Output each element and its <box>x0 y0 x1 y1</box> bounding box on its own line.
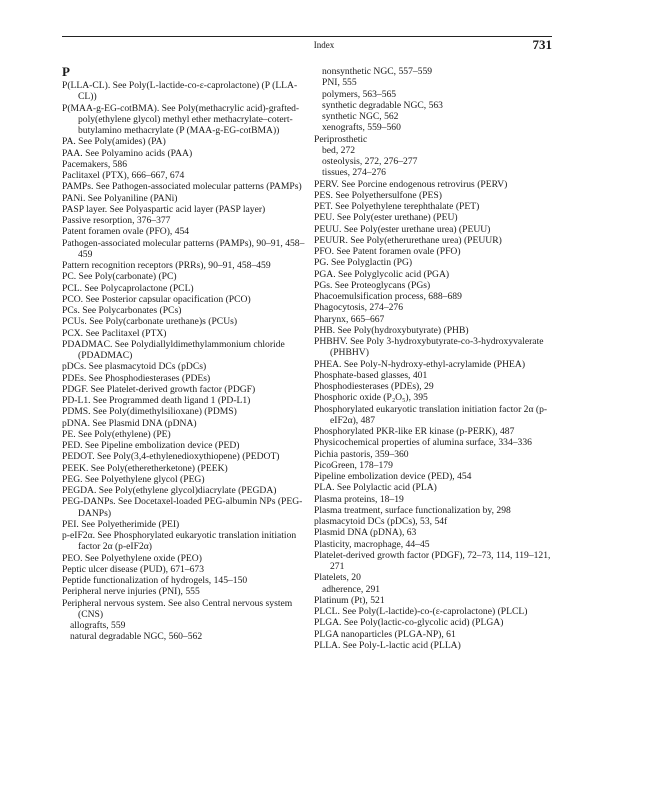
index-entry: PDEs. See Phosphodiesterases (PDEs) <box>62 372 211 384</box>
index-subentry: nonsynthetic NGC, 557–559 <box>322 66 433 77</box>
index-entry: PEGDA. See Poly(ethylene glycol)diacrylate (PEGDA) <box>62 485 277 496</box>
index-entry: Phagocytosis, 274–276 <box>314 302 404 314</box>
index-entry: PCO. See Posterior capsular opacification (PCO) <box>62 293 251 305</box>
index-subentry: allografts, 559 <box>70 620 126 631</box>
index-entry: PDMS. See Poly(dimethylsilioxane) (PDMS) <box>62 406 237 418</box>
index-entry: PEUUR. See Poly(etherurethane urea) (PEUUR) <box>314 234 502 246</box>
index-entry: Pacemakers, 586 <box>62 158 128 170</box>
index-entry: PA. See Poly(amides) (PA) <box>62 136 166 148</box>
index-subentry: xenografts, 559–560 <box>322 122 401 134</box>
index-entry: pDNA. See Plasmid DNA (pDNA) <box>62 417 197 429</box>
index-entry: Pichia pastoris, 359–360 <box>314 448 409 460</box>
index-entry: PEU. See Poly(ester urethane) (PEU) <box>314 212 458 224</box>
index-entry: PEI. See Polyetherimide (PEI) <box>62 518 180 530</box>
index-entry: P(MAA-g-EG-cotBMA). See Poly(methacrylic acid)-grafted-poly(ethylene glycol) methyl ether methacrylate–cotert-butylamino methacrylate (P (MAA-g-EG-cotBMA)) <box>62 102 300 136</box>
index-entry: plasmacytoid DCs (pDCs), 53, 54f <box>314 516 448 527</box>
index-entry: Pattern recognition receptors (PRRs), 90–91, 458–459 <box>62 260 271 271</box>
index-entry: PES. See Polyethersulfone (PES) <box>314 189 442 201</box>
index-entry: Patent foramen ovale (PFO), 454 <box>62 226 190 238</box>
index-entry: PEO. See Polyethylene oxide (PEO) <box>62 552 202 564</box>
index-entry: P(LLA-CL). See Poly(L-lactide-co-ε-caprolactone) (P (LLA-CL)) <box>62 80 298 103</box>
index-entry: Peripheral nerve injuries (PNI), 555 <box>62 586 200 598</box>
index-entry: PCX. See Paclitaxel (PTX) <box>62 327 167 339</box>
index-subentry: osteolysis, 272, 276–277 <box>322 156 418 167</box>
index-entry: PDADMAC. See Polydiallyldimethylammonium chloride (PDADMAC) <box>62 338 285 361</box>
index-entry: Peptide functionalization of hydrogels, 145–150 <box>62 575 248 586</box>
index-entry: PG. See Polyglactin (PG) <box>314 257 413 269</box>
index-subentry: tissues, 274–276 <box>322 167 386 179</box>
index-entry: pDCs. See plasmacytoid DCs (pDCs) <box>62 361 207 373</box>
index-entry: PCUs. See Poly(carbonate urethane)s (PCUs) <box>62 316 238 328</box>
index-entry: Phosphorylated PKR-like ER kinase (p-PERK), 487 <box>314 426 515 437</box>
index-subentry: bed, 272 <box>322 144 356 156</box>
index-subentry: synthetic degradable NGC, 563 <box>322 99 443 111</box>
index-entry: Phosphodiesterases (PDEs), 29 <box>314 381 434 392</box>
index-entry: Plasma proteins, 18–19 <box>314 493 404 505</box>
index-entry: PC. See Poly(carbonate) (PC) <box>62 271 177 283</box>
index-entry: Passive resorption, 376–377 <box>62 215 171 226</box>
index-entry: Phacoemulsification process, 688–689 <box>314 291 462 302</box>
index-entry: PEG. See Polyethylene glycol (PEG) <box>62 473 205 485</box>
index-entry: Pharynx, 665–667 <box>314 313 385 325</box>
index-subentry: natural degradable NGC, 560–562 <box>70 631 203 643</box>
index-entry: PLLA. See Poly-L-lactic acid (PLLA) <box>314 639 461 651</box>
index-column-right <box>314 66 556 651</box>
index-entry: PLGA. See Poly(lactic-co-glycolic acid) (PLGA) <box>314 617 504 629</box>
index-subentry: PNI, 555 <box>322 77 357 89</box>
index-entry: Plasticity, macrophage, 44–45 <box>314 538 430 550</box>
running-head: Index <box>313 40 335 50</box>
index-entry: PEUU. See Poly(ester urethane urea) (PEUU) <box>314 223 491 235</box>
index-entry: Plasma treatment, surface functionalization by, 298 <box>314 504 511 516</box>
index-entry: PHB. See Poly(hydroxybutyrate) (PHB) <box>314 324 469 336</box>
index-entry: Peptic ulcer disease (PUD), 671–673 <box>62 563 205 575</box>
index-entry: Phosphoric oxide (P₂O₅), 395 <box>314 392 428 404</box>
index-column-left <box>62 64 307 643</box>
page-number: 731 <box>532 37 552 52</box>
header-rule <box>62 36 552 37</box>
index-entry: PLGA nanoparticles (PLGA-NP), 61 <box>314 628 456 640</box>
index-entry: PCL. See Polycaprolactone (PCL) <box>62 282 194 294</box>
index-entry: PCs. See Polycarbonates (PCs) <box>62 305 182 316</box>
index-entry: PHBHV. See Poly 3-hydroxybutyrate-co-3-hydroxyvalerate (PHBHV) <box>314 336 544 359</box>
index-entry: Pathogen-associated molecular patterns (PAMPs), 90–91, 458–459 <box>62 237 305 260</box>
index-entry: PEG-DANPs. See Docetaxel-loaded PEG-albumin NPs (PEG-DANPs) <box>62 496 303 519</box>
index-entry: p-eIF2α. See Phosphorylated eukaryotic translation initiation factor 2α (p-eIF2α) <box>62 530 297 553</box>
index-entry: PDGF. See Platelet-derived growth factor (PDGF) <box>62 383 256 395</box>
index-entry: Platelets, 20 <box>314 572 361 584</box>
index-entry: PLCL. See Poly(L-lactide)-co-(ε-caprolactone) (PLCL) <box>314 606 528 617</box>
index-subentry: polymers, 563–565 <box>322 88 397 100</box>
index-entry: Periprosthetic <box>314 133 368 145</box>
index-entry: Pipeline embolization device (PED), 454 <box>314 471 472 482</box>
index-entry: Paclitaxel (PTX), 666–667, 674 <box>62 170 185 181</box>
index-entry: PGA. See Polyglycolic acid (PGA) <box>314 268 450 280</box>
index-entry: PAMPs. See Pathogen-associated molecular patterns (PAMPs) <box>62 181 302 193</box>
index-entry: Physicochemical properties of alumina surface, 334–336 <box>314 437 532 449</box>
index-entry: PEEK. See Poly(etheretherketone) (PEEK) <box>62 462 228 474</box>
index-entry: PLA. See Polylactic acid (PLA) <box>314 482 437 494</box>
index-entry: PASP layer. See Polyaspartic acid layer (PASP layer) <box>62 203 266 215</box>
index-entry: PEDOT. See Poly(3,4-ethylenedioxythiopene) (PEDOT) <box>62 451 280 463</box>
index-entry: PD-L1. See Programmed death ligand 1 (PD-L1) <box>62 395 251 406</box>
index-entry: PERV. See Porcine endogenous retrovirus (PERV) <box>314 178 508 190</box>
index-entry: PHEA. See Poly-N-hydroxy-ethyl-acrylamide (PHEA) <box>314 358 526 370</box>
index-subentry: synthetic NGC, 562 <box>322 111 399 122</box>
index-entry: Phosphate-based glasses, 401 <box>314 369 428 381</box>
index-entry: PAA. See Polyamino acids (PAA) <box>62 147 193 159</box>
index-entry: Plasmid DNA (pDNA), 63 <box>314 527 417 539</box>
index-entry: PED. See Pipeline embolization device (PED) <box>62 440 240 451</box>
index-entry: PE. See Poly(ethylene) (PE) <box>62 428 171 440</box>
index-entry: PANi. See Polyaniline (PANi) <box>62 192 178 204</box>
index-entry: PicoGreen, 178–179 <box>314 459 393 471</box>
index-entry: Platinum (Pt), 521 <box>314 594 385 606</box>
index-entry: Phosphorylated eukaryotic translation initiation factor 2α (p-eIF2α), 487 <box>314 403 548 426</box>
index-entry: PFO. See Patent foramen ovale (PFO) <box>314 246 461 257</box>
index-entry: PGs. See Proteoglycans (PGs) <box>314 279 431 291</box>
index-subentry: adherence, 291 <box>322 583 381 595</box>
section-letter: P <box>62 64 70 79</box>
index-entry: PET. See Polyethylene terephthalate (PET) <box>314 201 480 212</box>
index-entry: Platelet-derived growth factor (PDGF), 72–73, 114, 119–121, 271 <box>314 549 551 572</box>
index-entry: Peripheral nervous system. See also Central nervous system (CNS) <box>62 597 293 620</box>
